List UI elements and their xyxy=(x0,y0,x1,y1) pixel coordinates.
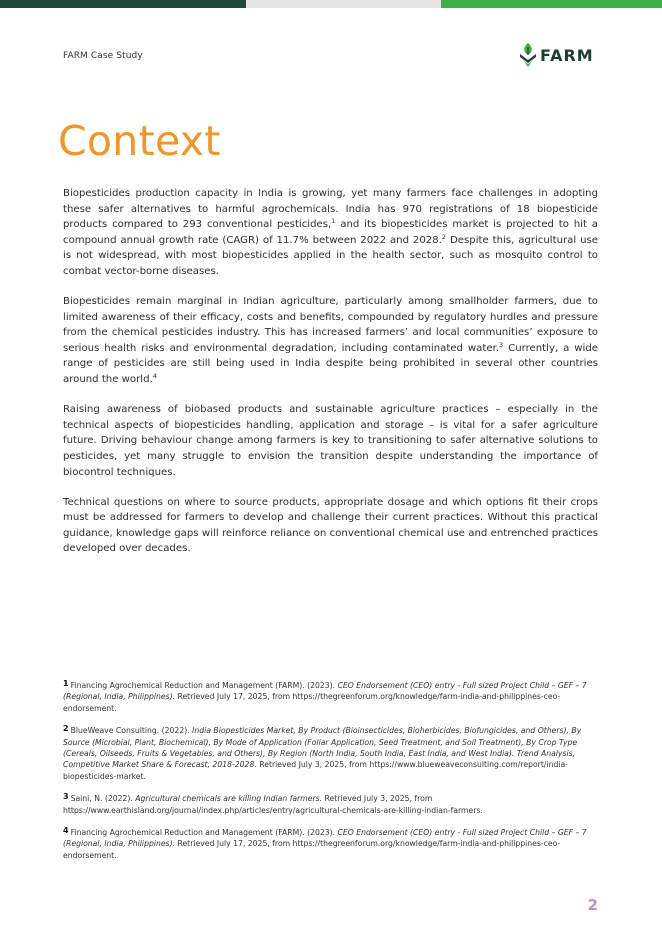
paragraph-1-text-a: Biopesticides production capacity in India is growing, yet many farmers face challenges in adopting these safer alternatives to harmful agrochemicals. India has 970 registrations of 18 biopesticide products compared to 293 conventional pesticides, xyxy=(63,188,598,231)
paragraph-3: Raising awareness of biobased products and sustainable agriculture practices – especially in the technical aspects of biopesticides handling, application and storage – is vital for a safer agriculture future. Driving behaviour change among farmers is key to transitioning to safer alternative solutions to pesticides, yet many struggle to envision the transition despite understanding the importance of biocontrol techniques. xyxy=(63,404,598,478)
footnote-author: Financing Agrochemical Reduction and Management (FARM). (2023). xyxy=(70,681,338,690)
footnote-1 xyxy=(63,678,598,714)
paragraph-2-text-a: Biopesticides remain marginal in Indian agriculture, particularly among smallholder farmers, due to limited awareness of their efficacy, costs and benefits, compounded by regulatory hurdles and pressure from the chemical pesticides industry. This has increased farmers’ and local communities’ exposure to serious health risks and environmental degradation, including contaminated water. xyxy=(63,296,598,354)
page-number: 2 xyxy=(587,896,598,914)
footnote-number: 1 xyxy=(63,679,69,688)
paragraph-4: Technical questions on where to source products, appropriate dosage and which options fit their crops must be addressed for farmers to develop and challenge their current practices. Without this practical guidance, knowledge gaps will reinforce reliance on conventional chemical use and entrenched practices developed over decades. xyxy=(63,496,598,555)
footnotes xyxy=(63,678,598,870)
top-bar-gray-segment xyxy=(246,0,441,8)
footnote-2 xyxy=(63,723,598,782)
footnote-author: Saini, N. (2022). xyxy=(70,794,136,804)
top-color-bar xyxy=(0,0,662,8)
logo-text: FARM xyxy=(540,45,594,65)
paragraph-2-text-b: Currently, a wide range of pesticides are still being used in India despite being prohibited in several other countries around the world. xyxy=(63,342,598,386)
footnote-number: 3 xyxy=(63,792,69,802)
footnote-author: Financing Agrochemical Reduction and Management (FARM). (2023). xyxy=(70,828,338,838)
paragraph-2 xyxy=(63,294,598,388)
footnote-title: CEO Endorsement (CEO) entry - Full sized Project Child – GEF – 7 (Regional, India, Philippines). xyxy=(63,828,587,849)
footnote-author: BlueWeave Consulting. (2022). xyxy=(70,726,193,736)
footnote-title: Agricultural chemicals are killing Indian farmers. xyxy=(135,794,323,804)
page-title: Context xyxy=(58,117,221,165)
footnote-ref-3: 3 xyxy=(499,340,504,349)
footnote-ref-2: 2 xyxy=(441,232,447,241)
footnote-number: 2 xyxy=(63,724,69,734)
footnote-ref-4: 4 xyxy=(152,372,157,381)
footnote-number: 4 xyxy=(63,826,69,836)
footnote-ref-1: 1 xyxy=(331,217,336,226)
footnote-title: CEO Endorsement (CEO) entry - Full sized Project Child – GEF – 7 (Regional, India, Philippines). xyxy=(63,681,587,702)
leaf-arrow-icon xyxy=(519,42,537,68)
footnote-source: Retrieved July 3, 2025, from https://www.blueweaveconsulting.com/report/india-biopesticides-market. xyxy=(63,760,568,781)
footnote-4 xyxy=(63,825,598,861)
footnote-3 xyxy=(63,791,598,816)
paragraph-1 xyxy=(63,186,598,280)
farm-logo xyxy=(519,42,594,68)
body-text xyxy=(63,186,598,571)
header-label: FARM Case Study xyxy=(63,51,143,61)
footnote-source: Retrieved July 3, 2025, from https://www.earthisland.org/journal/index.php/articles/entry/agricultural-chemicals-are-killing-indian-farmers. xyxy=(63,794,483,815)
paragraph-1-text-c: Despite this, agricultural use is not widespread, with most biopesticides applied in the health sector, such as mosquito control to combat vector-borne diseases. xyxy=(63,234,598,277)
footnote-source: Retrieved July 17, 2025, from https://thegreenforum.org/knowledge/farm-india-and-philippines-ceo-endorsement. xyxy=(63,692,561,713)
footnote-source: Retrieved July 17, 2025, from https://thegreenforum.org/knowledge/farm-india-and-philippines-ceo-endorsement. xyxy=(63,839,561,860)
top-bar-dark-green-segment xyxy=(0,0,246,8)
paragraph-1-text-b: and its biopesticides market is projected to hit a compound annual growth rate (CAGR) of 11.7% between 2022 and 2028. xyxy=(63,219,599,246)
footnote-title: India Biopesticides Market, By Product (Bioinsecticides, Bioherbicides, Biofungicides, and Others), By Source (Microbial, Plant, Biochemical), By Mode of Application (Foliar Application, Seed Treatment, and Soil Treatment), By Crop Type (Cereals, Oilseeds, Fruits & Vegetables, and Others), By Region (North India, South India, East India, and West India). Trend Analysis, Competitive Market Share & Forecast, 2018-2028. xyxy=(63,726,582,770)
top-bar-green-segment xyxy=(441,0,662,8)
